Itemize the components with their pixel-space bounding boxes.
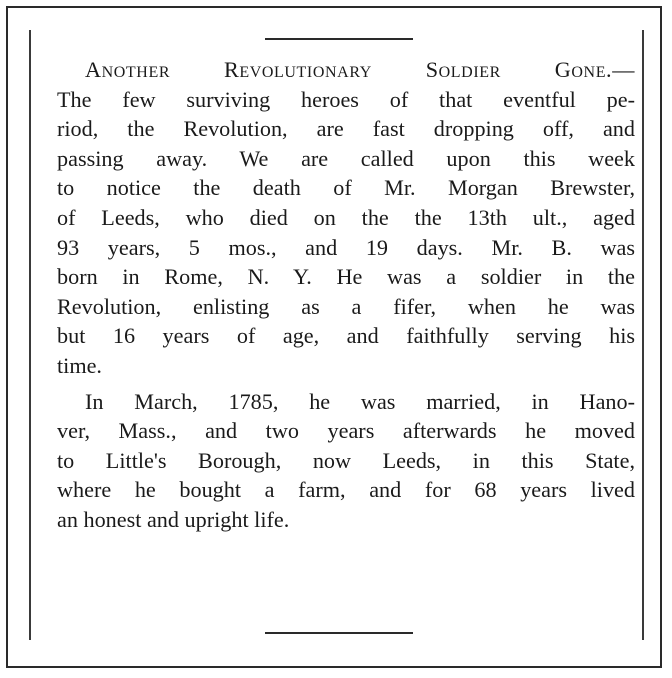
text-line: riod, the Revolution, are fast dropping off, and bbox=[57, 116, 635, 142]
text-line: In March, 1785, he was married, in Hano- bbox=[85, 388, 635, 414]
text-line: where he bought a farm, and for 68 years lived bbox=[57, 477, 635, 503]
paragraph-1 bbox=[57, 85, 635, 381]
text-line: to notice the death of Mr. Morgan Brewster, bbox=[57, 175, 635, 201]
text-line: of Leeds, who died on the the 13th ult., aged bbox=[57, 204, 635, 230]
text-line: an honest and upright life. bbox=[57, 506, 290, 532]
text-line: to Little's Borough, now Leeds, in this State, bbox=[57, 447, 635, 473]
text-line: but 16 years of age, and faithfully serving his bbox=[57, 323, 635, 349]
text-line: passing away. We are called upon this week bbox=[57, 145, 635, 171]
text-line: ver, Mass., and two years afterwards he moved bbox=[57, 418, 635, 444]
column-rule-right bbox=[642, 30, 644, 640]
article-body bbox=[57, 55, 635, 535]
separator-rule-top bbox=[265, 38, 413, 40]
separator-rule-bottom bbox=[265, 632, 413, 634]
paragraph-2 bbox=[57, 387, 635, 535]
text-line: 93 years, 5 mos., and 19 days. Mr. B. was bbox=[57, 234, 635, 260]
column-rule-left bbox=[29, 30, 31, 640]
text-line: Revolution, enlisting as a fifer, when he was bbox=[57, 293, 635, 319]
text-line: born in Rome, N. Y. He was a soldier in the bbox=[57, 264, 635, 290]
text-line: The few surviving heroes of that eventful pe- bbox=[57, 86, 635, 112]
article-headline: Another Revolutionary Soldier Gone.— bbox=[85, 57, 635, 82]
text-line: time. bbox=[57, 352, 102, 378]
